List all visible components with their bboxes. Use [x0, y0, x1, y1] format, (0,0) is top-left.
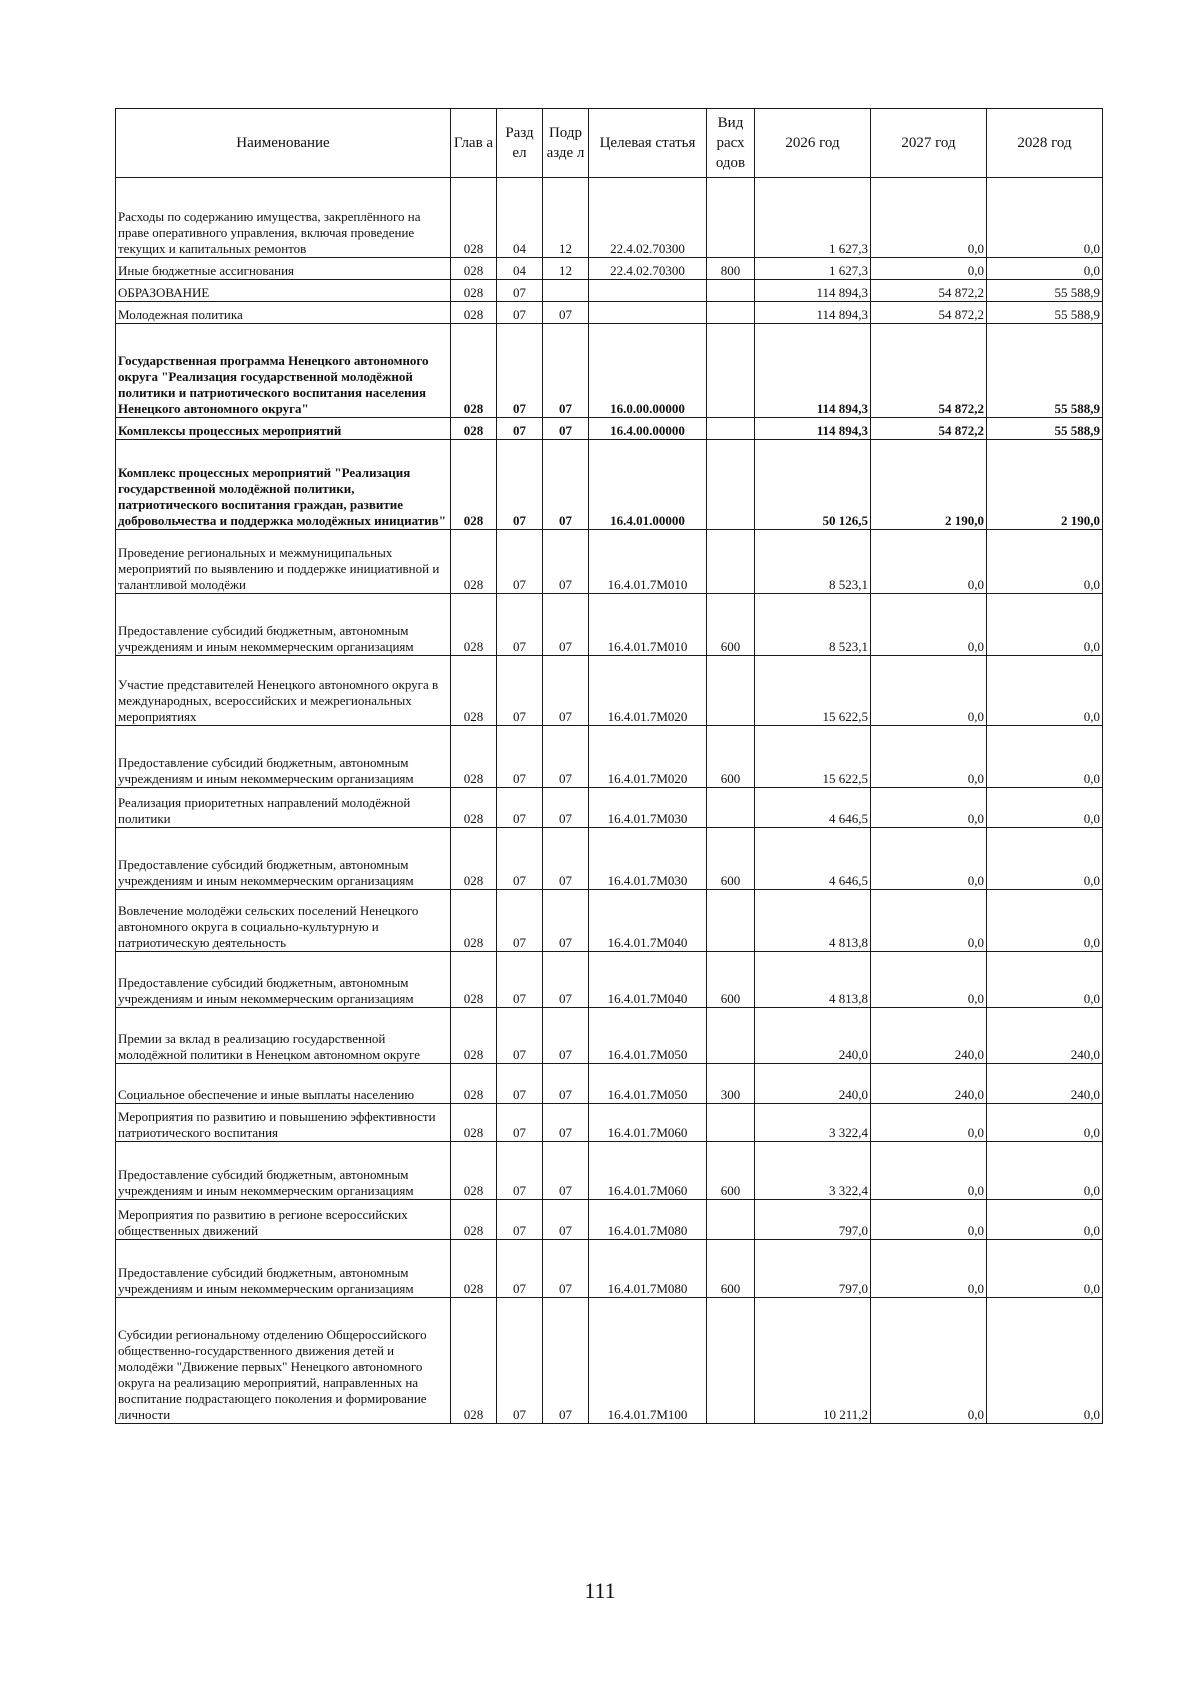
table-row — [116, 418, 1103, 440]
cell-target: 16.4.01.7М060 — [589, 1142, 707, 1200]
cell-2026: 3 322,4 — [755, 1142, 871, 1200]
cell-2027: 2 190,0 — [871, 440, 987, 530]
cell-name: Предоставление субсидий бюджетным, автономным учреждениям и иным некоммерческим организациям — [116, 1142, 451, 1200]
cell-2027: 0,0 — [871, 726, 987, 788]
table-row — [116, 1008, 1103, 1064]
table-header — [116, 109, 1103, 178]
cell-2026: 797,0 — [755, 1200, 871, 1240]
cell-glava: 028 — [451, 1064, 497, 1104]
cell-target: 16.4.00.00000 — [589, 418, 707, 440]
cell-name: Предоставление субсидий бюджетным, автономным учреждениям и иным некоммерческим организациям — [116, 828, 451, 890]
cell-name: Мероприятия по развитию в регионе всероссийских общественных движений — [116, 1200, 451, 1240]
cell-razdel: 07 — [497, 1298, 543, 1424]
cell-glava: 028 — [451, 952, 497, 1008]
cell-podrazdel: 07 — [543, 788, 589, 828]
table-row — [116, 594, 1103, 656]
cell-vid — [707, 890, 755, 952]
page-number: 111 — [584, 1578, 616, 1603]
cell-2026: 50 126,5 — [755, 440, 871, 530]
cell-name: Комплекс процессных мероприятий "Реализация государственной молодёжной политики, патриотического воспитания граждан, развитие добровольчества и поддержка молодёжных инициатив" — [116, 440, 451, 530]
table-row — [116, 1064, 1103, 1104]
cell-name: Предоставление субсидий бюджетным, автономным учреждениям и иным некоммерческим организациям — [116, 1240, 451, 1298]
cell-2028: 0,0 — [987, 890, 1103, 952]
cell-2027: 54 872,2 — [871, 302, 987, 324]
cell-razdel: 07 — [497, 726, 543, 788]
cell-vid — [707, 1298, 755, 1424]
cell-name: Предоставление субсидий бюджетным, автономным учреждениям и иным некоммерческим организациям — [116, 726, 451, 788]
cell-name: Участие представителей Ненецкого автономного округа в международных, всероссийских и межрегиональных мероприятиях — [116, 656, 451, 726]
cell-vid: 300 — [707, 1064, 755, 1104]
cell-glava: 028 — [451, 1200, 497, 1240]
table-row — [116, 440, 1103, 530]
cell-target: 16.4.01.7М080 — [589, 1240, 707, 1298]
cell-2026: 240,0 — [755, 1008, 871, 1064]
cell-glava: 028 — [451, 440, 497, 530]
cell-2026: 8 523,1 — [755, 530, 871, 594]
cell-2028: 2 190,0 — [987, 440, 1103, 530]
cell-podrazdel: 07 — [543, 1064, 589, 1104]
header-2028: 2028 год — [987, 109, 1103, 178]
cell-vid — [707, 418, 755, 440]
table-row — [116, 530, 1103, 594]
table-row — [116, 828, 1103, 890]
cell-vid — [707, 280, 755, 302]
cell-2027: 0,0 — [871, 828, 987, 890]
cell-podrazdel: 07 — [543, 530, 589, 594]
cell-2027: 240,0 — [871, 1008, 987, 1064]
cell-name: Реализация приоритетных направлений молодёжной политики — [116, 788, 451, 828]
cell-podrazdel: 12 — [543, 178, 589, 258]
cell-2027: 0,0 — [871, 1298, 987, 1424]
cell-2028: 0,0 — [987, 828, 1103, 890]
cell-2028: 0,0 — [987, 178, 1103, 258]
cell-vid: 600 — [707, 1142, 755, 1200]
cell-2028: 240,0 — [987, 1064, 1103, 1104]
cell-glava: 028 — [451, 418, 497, 440]
header-razdel: Разд ел — [497, 109, 543, 178]
cell-glava: 028 — [451, 258, 497, 280]
cell-2028: 0,0 — [987, 656, 1103, 726]
cell-glava: 028 — [451, 594, 497, 656]
cell-target: 16.4.01.7М020 — [589, 656, 707, 726]
cell-2026: 1 627,3 — [755, 178, 871, 258]
cell-vid — [707, 530, 755, 594]
cell-vid — [707, 302, 755, 324]
cell-razdel: 07 — [497, 530, 543, 594]
cell-glava: 028 — [451, 1104, 497, 1142]
cell-podrazdel: 07 — [543, 828, 589, 890]
table-row — [116, 1200, 1103, 1240]
cell-razdel: 07 — [497, 280, 543, 302]
cell-2027: 0,0 — [871, 890, 987, 952]
cell-razdel: 07 — [497, 1240, 543, 1298]
cell-glava: 028 — [451, 302, 497, 324]
cell-2027: 0,0 — [871, 952, 987, 1008]
cell-2027: 0,0 — [871, 788, 987, 828]
cell-razdel: 07 — [497, 440, 543, 530]
cell-2026: 797,0 — [755, 1240, 871, 1298]
cell-vid — [707, 440, 755, 530]
cell-2028: 0,0 — [987, 952, 1103, 1008]
cell-2027: 0,0 — [871, 258, 987, 280]
table-row — [116, 788, 1103, 828]
cell-2026: 10 211,2 — [755, 1298, 871, 1424]
cell-target: 16.4.01.7М030 — [589, 788, 707, 828]
cell-2026: 114 894,3 — [755, 418, 871, 440]
cell-razdel: 07 — [497, 952, 543, 1008]
cell-glava: 028 — [451, 788, 497, 828]
cell-2027: 0,0 — [871, 656, 987, 726]
cell-razdel: 07 — [497, 1008, 543, 1064]
cell-2028: 55 588,9 — [987, 302, 1103, 324]
table-row — [116, 258, 1103, 280]
cell-target — [589, 280, 707, 302]
cell-target: 16.4.01.7М020 — [589, 726, 707, 788]
cell-vid — [707, 324, 755, 418]
budget-table — [115, 108, 1103, 1424]
cell-target: 16.4.01.00000 — [589, 440, 707, 530]
cell-2027: 240,0 — [871, 1064, 987, 1104]
cell-2026: 1 627,3 — [755, 258, 871, 280]
cell-target: 16.4.01.7М010 — [589, 594, 707, 656]
cell-name: Предоставление субсидий бюджетным, автономным учреждениям и иным некоммерческим организациям — [116, 594, 451, 656]
cell-name: ОБРАЗОВАНИЕ — [116, 280, 451, 302]
cell-target: 16.4.01.7М010 — [589, 530, 707, 594]
table-body — [116, 178, 1103, 1424]
cell-razdel: 07 — [497, 1142, 543, 1200]
cell-2027: 54 872,2 — [871, 324, 987, 418]
cell-2028: 0,0 — [987, 1142, 1103, 1200]
cell-target: 22.4.02.70300 — [589, 258, 707, 280]
table-row — [116, 952, 1103, 1008]
cell-podrazdel: 07 — [543, 418, 589, 440]
cell-podrazdel: 07 — [543, 440, 589, 530]
cell-2026: 8 523,1 — [755, 594, 871, 656]
cell-podrazdel: 12 — [543, 258, 589, 280]
cell-2026: 15 622,5 — [755, 656, 871, 726]
cell-2027: 0,0 — [871, 1104, 987, 1142]
cell-vid: 600 — [707, 594, 755, 656]
header-2026: 2026 год — [755, 109, 871, 178]
header-name: Наименование — [116, 109, 451, 178]
cell-target: 16.4.01.7М060 — [589, 1104, 707, 1142]
cell-target: 16.4.01.7М030 — [589, 828, 707, 890]
cell-2028: 0,0 — [987, 594, 1103, 656]
cell-2026: 114 894,3 — [755, 302, 871, 324]
cell-glava: 028 — [451, 656, 497, 726]
cell-2028: 0,0 — [987, 258, 1103, 280]
cell-name: Вовлечение молодёжи сельских поселений Ненецкого автономного округа в социально-культурную и патриотическую деятельность — [116, 890, 451, 952]
cell-2026: 4 813,8 — [755, 952, 871, 1008]
cell-glava: 028 — [451, 828, 497, 890]
cell-razdel: 07 — [497, 418, 543, 440]
table-row — [116, 1298, 1103, 1424]
cell-target — [589, 302, 707, 324]
header-podrazdel: Подр азде л — [543, 109, 589, 178]
cell-razdel: 07 — [497, 594, 543, 656]
cell-glava: 028 — [451, 726, 497, 788]
cell-razdel: 07 — [497, 656, 543, 726]
cell-target: 16.4.01.7М050 — [589, 1008, 707, 1064]
cell-2026: 114 894,3 — [755, 280, 871, 302]
cell-razdel: 07 — [497, 324, 543, 418]
cell-razdel: 04 — [497, 258, 543, 280]
cell-podrazdel: 07 — [543, 302, 589, 324]
cell-2027: 0,0 — [871, 1142, 987, 1200]
cell-glava: 028 — [451, 1142, 497, 1200]
cell-2027: 0,0 — [871, 178, 987, 258]
cell-2028: 0,0 — [987, 1298, 1103, 1424]
cell-razdel: 07 — [497, 302, 543, 324]
cell-name: Расходы по содержанию имущества, закреплённого на праве оперативного управления, включая проведение текущих и капитальных ремонтов — [116, 178, 451, 258]
table-row — [116, 1142, 1103, 1200]
cell-razdel: 07 — [497, 1104, 543, 1142]
cell-2027: 0,0 — [871, 1200, 987, 1240]
cell-vid — [707, 178, 755, 258]
cell-podrazdel: 07 — [543, 1104, 589, 1142]
cell-2026: 3 322,4 — [755, 1104, 871, 1142]
cell-vid: 600 — [707, 828, 755, 890]
cell-name: Иные бюджетные ассигнования — [116, 258, 451, 280]
cell-2026: 114 894,3 — [755, 324, 871, 418]
cell-2028: 55 588,9 — [987, 280, 1103, 302]
cell-glava: 028 — [451, 1298, 497, 1424]
cell-name: Социальное обеспечение и иные выплаты населению — [116, 1064, 451, 1104]
cell-vid: 800 — [707, 258, 755, 280]
cell-2028: 0,0 — [987, 530, 1103, 594]
cell-podrazdel: 07 — [543, 1200, 589, 1240]
cell-razdel: 04 — [497, 178, 543, 258]
cell-glava: 028 — [451, 890, 497, 952]
cell-2026: 4 646,5 — [755, 788, 871, 828]
table-row — [116, 1104, 1103, 1142]
cell-2027: 0,0 — [871, 594, 987, 656]
cell-name: Субсидии региональному отделению Общероссийского общественно-государственного движения детей и молодёжи "Движение первых" Ненецкого автономного округа на реализацию мероприятий, направленных на воспитание подрастающего поколения и формирование личности — [116, 1298, 451, 1424]
cell-glava: 028 — [451, 178, 497, 258]
cell-glava: 028 — [451, 1008, 497, 1064]
cell-2028: 55 588,9 — [987, 418, 1103, 440]
cell-podrazdel: 07 — [543, 656, 589, 726]
cell-2028: 0,0 — [987, 1200, 1103, 1240]
table-row — [116, 656, 1103, 726]
cell-target: 16.4.01.7М050 — [589, 1064, 707, 1104]
cell-vid — [707, 788, 755, 828]
table-row — [116, 726, 1103, 788]
cell-2027: 0,0 — [871, 1240, 987, 1298]
cell-2028: 0,0 — [987, 788, 1103, 828]
cell-vid — [707, 1200, 755, 1240]
cell-glava: 028 — [451, 280, 497, 302]
cell-podrazdel: 07 — [543, 1298, 589, 1424]
cell-podrazdel: 07 — [543, 726, 589, 788]
header-target: Целевая статья — [589, 109, 707, 178]
cell-vid — [707, 1008, 755, 1064]
cell-vid: 600 — [707, 1240, 755, 1298]
cell-glava: 028 — [451, 324, 497, 418]
cell-name: Премии за вклад в реализацию государственной молодёжной политики в Ненецком автономном округе — [116, 1008, 451, 1064]
table-row — [116, 280, 1103, 302]
table-row — [116, 178, 1103, 258]
cell-podrazdel: 07 — [543, 890, 589, 952]
cell-podrazdel — [543, 280, 589, 302]
cell-2026: 4 646,5 — [755, 828, 871, 890]
cell-name: Государственная программа Ненецкого автономного округа "Реализация государственной молодёжной политики и патриотического воспитания населения Ненецкого автономного округа" — [116, 324, 451, 418]
cell-2028: 240,0 — [987, 1008, 1103, 1064]
cell-2026: 240,0 — [755, 1064, 871, 1104]
cell-2026: 15 622,5 — [755, 726, 871, 788]
cell-razdel: 07 — [497, 890, 543, 952]
cell-vid: 600 — [707, 952, 755, 1008]
cell-razdel: 07 — [497, 788, 543, 828]
table-row — [116, 302, 1103, 324]
cell-glava: 028 — [451, 530, 497, 594]
cell-target: 16.0.00.00000 — [589, 324, 707, 418]
cell-name: Комплексы процессных мероприятий — [116, 418, 451, 440]
cell-podrazdel: 07 — [543, 594, 589, 656]
cell-2027: 0,0 — [871, 530, 987, 594]
cell-2028: 0,0 — [987, 726, 1103, 788]
cell-2028: 55 588,9 — [987, 324, 1103, 418]
cell-podrazdel: 07 — [543, 952, 589, 1008]
cell-razdel: 07 — [497, 1064, 543, 1104]
header-glava: Глав а — [451, 109, 497, 178]
cell-podrazdel: 07 — [543, 324, 589, 418]
cell-vid — [707, 1104, 755, 1142]
cell-podrazdel: 07 — [543, 1240, 589, 1298]
header-2027: 2027 год — [871, 109, 987, 178]
cell-2027: 54 872,2 — [871, 280, 987, 302]
cell-razdel: 07 — [497, 1200, 543, 1240]
cell-glava: 028 — [451, 1240, 497, 1298]
cell-name: Молодежная политика — [116, 302, 451, 324]
cell-podrazdel: 07 — [543, 1142, 589, 1200]
cell-name: Проведение региональных и межмуниципальных мероприятий по выявлению и поддержке инициативной и талантливой молодёжи — [116, 530, 451, 594]
cell-target: 22.4.02.70300 — [589, 178, 707, 258]
cell-podrazdel: 07 — [543, 1008, 589, 1064]
header-vid: Вид расх одов — [707, 109, 755, 178]
cell-2028: 0,0 — [987, 1104, 1103, 1142]
cell-target: 16.4.01.7М080 — [589, 1200, 707, 1240]
cell-target: 16.4.01.7М100 — [589, 1298, 707, 1424]
cell-name: Предоставление субсидий бюджетным, автономным учреждениям и иным некоммерческим организациям — [116, 952, 451, 1008]
cell-2027: 54 872,2 — [871, 418, 987, 440]
cell-2026: 4 813,8 — [755, 890, 871, 952]
cell-target: 16.4.01.7М040 — [589, 890, 707, 952]
cell-target: 16.4.01.7М040 — [589, 952, 707, 1008]
table-row — [116, 324, 1103, 418]
cell-vid: 600 — [707, 726, 755, 788]
table-row — [116, 1240, 1103, 1298]
table-row — [116, 890, 1103, 952]
cell-2028: 0,0 — [987, 1240, 1103, 1298]
cell-vid — [707, 656, 755, 726]
cell-razdel: 07 — [497, 828, 543, 890]
cell-name: Мероприятия по развитию и повышению эффективности патриотического воспитания — [116, 1104, 451, 1142]
